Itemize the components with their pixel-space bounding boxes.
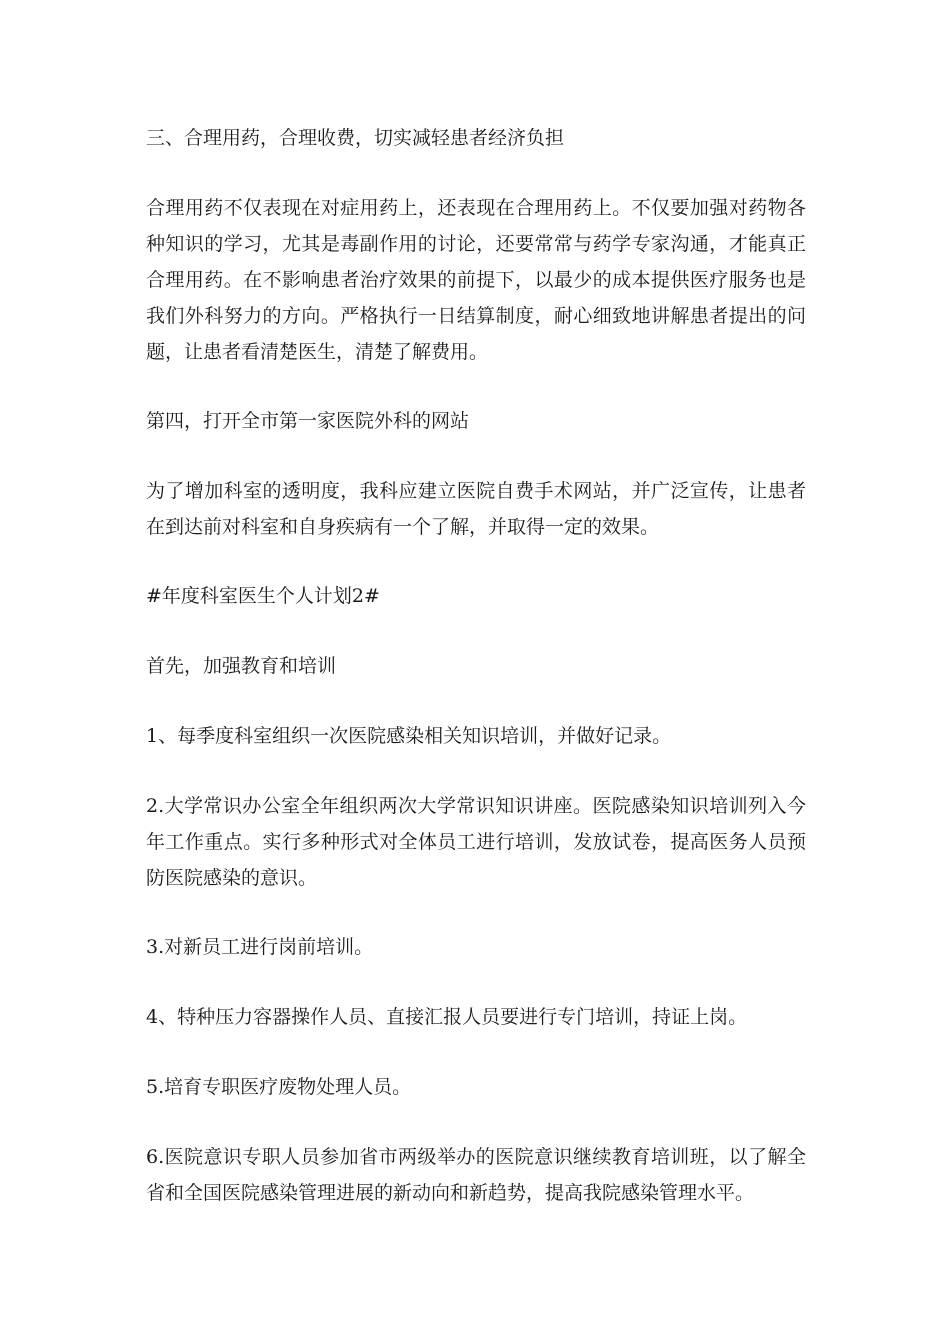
list-item-2: 2.大学常识办公室全年组织两次大学常识知识讲座。医院感染知识培训列入今年工作重点。实行多种形式对全体员工进行培训，发放试卷，提高医务人员预防医院感染的意识。 [146,795,806,889]
paragraph-rational-medication: 合理用药不仅表现在对症用药上，还表现在合理用药上。不仅要加强对药物各种知识的学习，尤其是毒副作用的讨论，还要常常与药学专家沟通，才能真正合理用药。在不影响患者治疗效果的前提下，以最少的成本提供医疗服务也是我们外科努力的方向。严格执行一日结算制度，耐心细致地讲解患者提出的问题，让患者看清楚医生，清楚了解费用。 [146,197,806,363]
section-heading-3: 三、合理用药，合理收费，切实减轻患者经济负担 [146,127,565,149]
list-item-3: 3.对新员工进行岗前培训。 [146,936,374,958]
subsection-heading-training: 首先，加强教育和培训 [146,655,337,677]
list-item-6: 6.医院意识专职人员参加省市两级举办的医院意识继续教育培训班，以了解全省和全国医院感染管理进展的新动向和新趋势，提高我院感染管理水平。 [146,1146,806,1204]
paragraph-website: 为了增加科室的透明度，我科应建立医院自费手术网站，并广泛宣传，让患者在到达前对科室和自身疾病有一个了解，并取得一定的效果。 [146,480,806,538]
list-item-1: 1、每季度科室组织一次医院感染相关知识培训，并做好记录。 [146,725,672,747]
list-item-4: 4、特种压力容器操作人员、直接汇报人员要进行专门培训，持证上岗。 [146,1006,748,1028]
plan-title: #年度科室医生个人计划2# [146,585,380,607]
section-heading-4: 第四，打开全市第一家医院外科的网站 [146,410,470,432]
list-item-5: 5.培育专职医疗废物处理人员。 [146,1076,412,1098]
document-body [146,120,806,1244]
